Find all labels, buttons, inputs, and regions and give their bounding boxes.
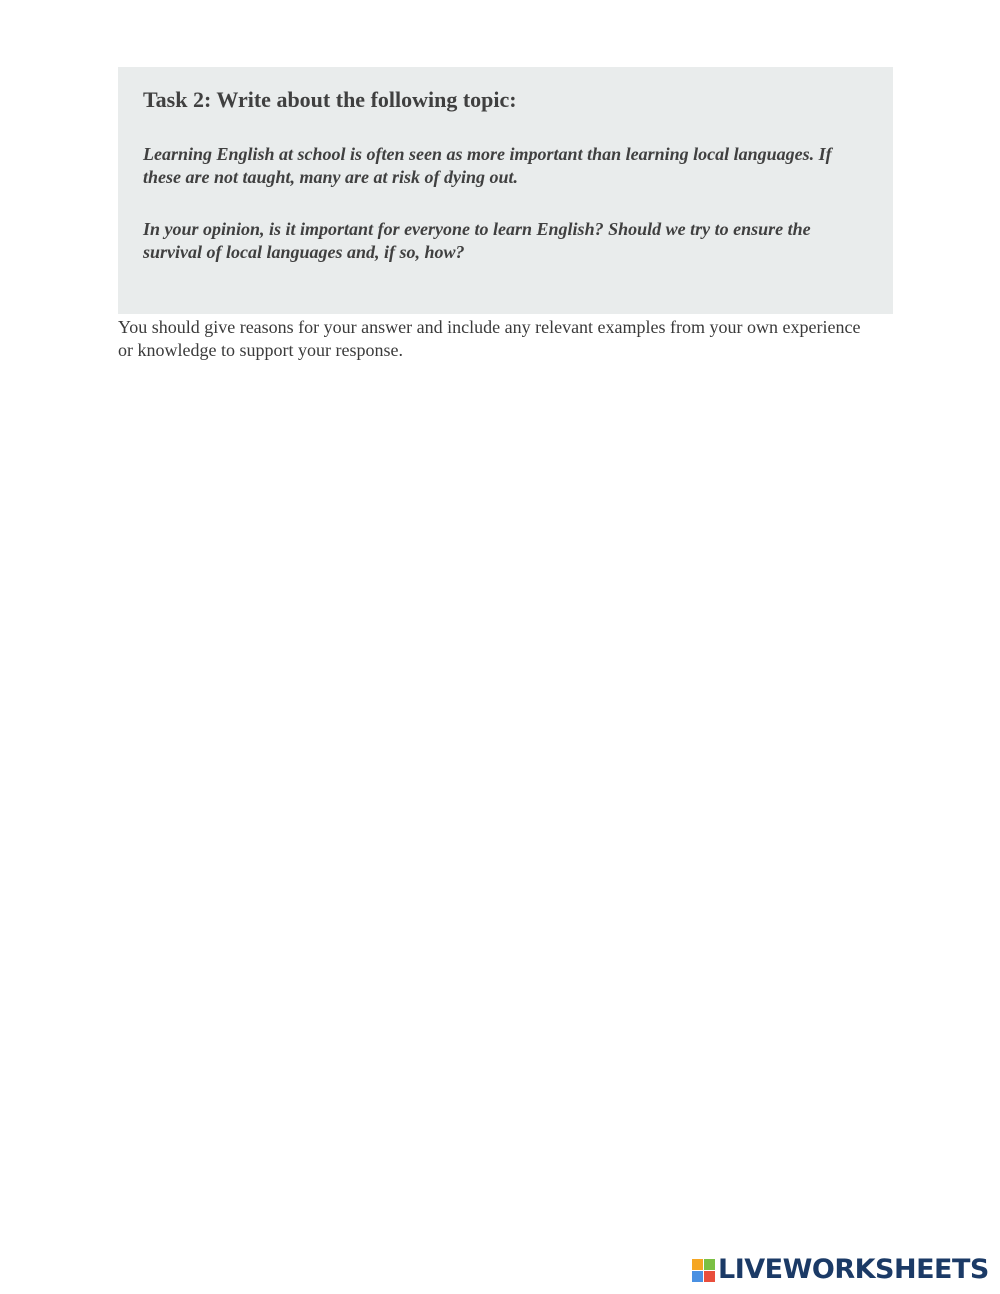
prompt-paragraph-2: In your opinion, is it important for everyone to learn English? Should we try to ensure the survival of local languages and, if so, how? [143, 219, 811, 262]
task-title: Task 2: Write about the following topic: [143, 87, 517, 112]
logo-text: LIVEWORKSHEETS [718, 1254, 989, 1285]
prompt-paragraph-1: Learning English at school is often seen as more important than learning local languages. If these are not taught, many are at risk of dying out. [143, 144, 832, 187]
logo-mark-icon [692, 1259, 715, 1282]
task-box [118, 67, 893, 314]
liveworksheets-logo [692, 1255, 989, 1285]
instruction-text: You should give reasons for your answer and include any relevant examples from your own experience or knowledge to support your response. [118, 317, 861, 360]
